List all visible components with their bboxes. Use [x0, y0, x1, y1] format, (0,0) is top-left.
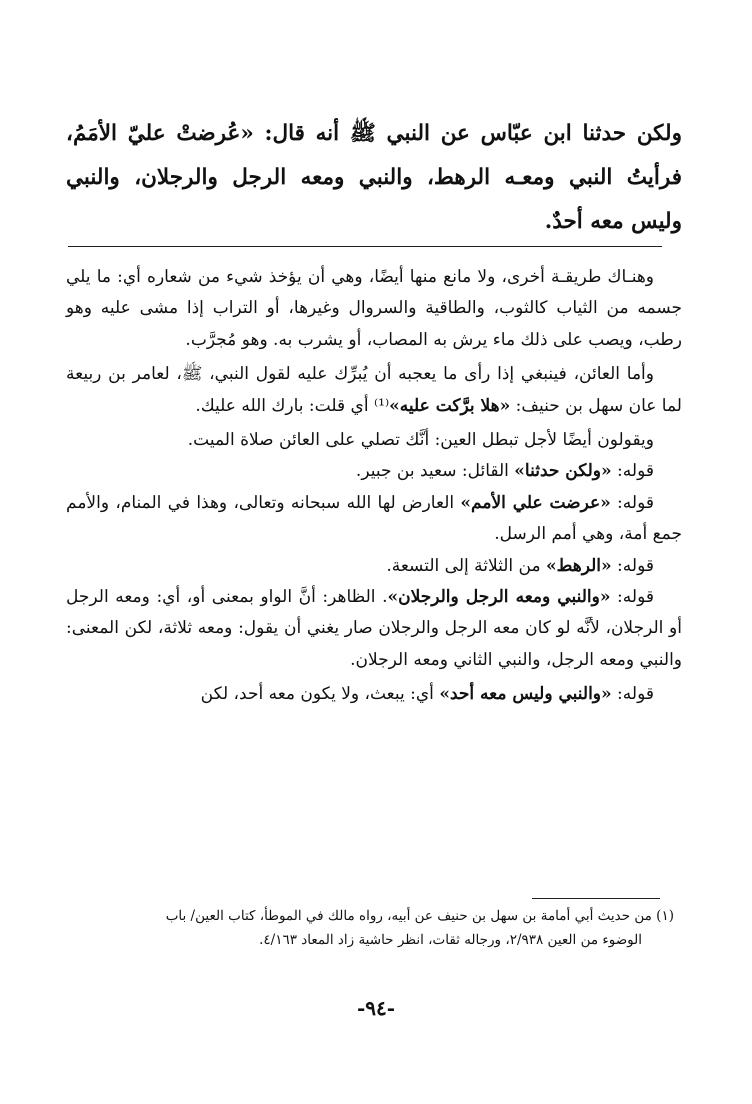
note-laysa	[66, 679, 682, 710]
footnote	[72, 904, 674, 952]
note-label: قوله:	[611, 684, 654, 705]
paragraph-ainn	[66, 359, 682, 422]
note-rajul	[66, 582, 682, 676]
quote-barakta: «هلا برَّكت عليه»	[389, 395, 511, 416]
note-quote: «عرضت علي الأمم»	[460, 492, 611, 513]
note-quote: «الرهط»	[546, 555, 612, 576]
page-number: -٩٤-	[356, 996, 396, 1020]
footnote-line-1	[72, 904, 674, 928]
note-text: القائل: سعيد بن جبير.	[355, 461, 515, 482]
note-label: قوله:	[610, 492, 654, 513]
footnote-separator	[532, 898, 660, 899]
note-label: قوله:	[611, 555, 654, 576]
note-text: أي: يبعث، ولا يكون معه أحد، لكن	[200, 684, 440, 705]
note-label: قوله:	[610, 587, 654, 608]
note-quote: «والنبي ومعه الرجل والرجلان»	[387, 587, 611, 608]
note-umam	[66, 488, 682, 551]
note-label: قوله:	[611, 461, 654, 482]
note-text: العارض لها الله سبحانه وتعالى، وهذا في المنام، والأمم جمع أمة، وهي أمم الرسل.	[66, 492, 682, 545]
paragraph-ainn-text: وأما العائن، فينبغي إذا رأى ما يعجبه أن يُبرِّك عليه لقول النبي، ﷺ، لعامر بن ربيعة لما عان سهل بن حنيف:	[66, 364, 682, 416]
paragraph-ruqyah: وهنـاك طريقـة أخرى، ولا مانع منها أيضًا، وهي أن يؤخذ شيء من شعاره أي: ما يلي جسمه من الثياب كالثوب، والطاقية والسروال وغيرها، أو التراب إذا مشى عليه وهو رطب، ويصب على ذلك ماء يرش به المصاب، أو يشرب به. وهو مُجرَّب.	[66, 267, 682, 350]
paragraph-ainn-tail: ⁽¹⁾ أي قلت: بارك الله عليك.	[195, 395, 390, 416]
main-separator	[68, 246, 662, 247]
note-text: من الثلاثة إلى التسعة.	[386, 555, 547, 576]
note-text: . الظاهر: أنَّ الواو بمعنى أو، أي: ومعه الرجل أو الرجلان، لأنَّه لو كان معه الرجل والرجلان صار يغني أن يقول: ومعه ثلاثة، لكن المعنى: والنبي ومعه الرجل، والنبي الثاني ومعه الرجلان.	[66, 587, 682, 670]
footnote-line-2: الوضوء من العين ٢/٩٣٨، ورجاله ثقات، انظر حاشية زاد المعاد ٤/١٦٣.	[259, 932, 642, 948]
footnote-marker: (١)	[656, 908, 674, 924]
hadith-text: ولكن حدثنا ابن عبّاس عن النبي ﷺ أنه قال: «عُرضتْ عليّ الأمَمُ، فرأيتُ النبي ومعـه الرهط، والنبي ومعه الرجل والرجلان، والنبي وليس معه أحدٌ.	[66, 121, 682, 234]
paragraph-salat: ويقولون أيضًا لأجل تبطل العين: أنَّك تصلي على العائن صلاة الميت.	[187, 430, 654, 451]
commentary-body	[66, 262, 682, 711]
note-quote: «والنبي وليس معه أحد»	[439, 684, 612, 705]
footnote-text-1: من حديث أبي أمامة بن سهل بن حنيف عن أبيه، رواه مالك في الموطأ، كتاب العين/ باب	[165, 908, 652, 924]
note-quote: «ولكن حدثنا»	[514, 461, 612, 482]
note-walakin	[66, 456, 682, 487]
note-raht	[66, 551, 682, 582]
